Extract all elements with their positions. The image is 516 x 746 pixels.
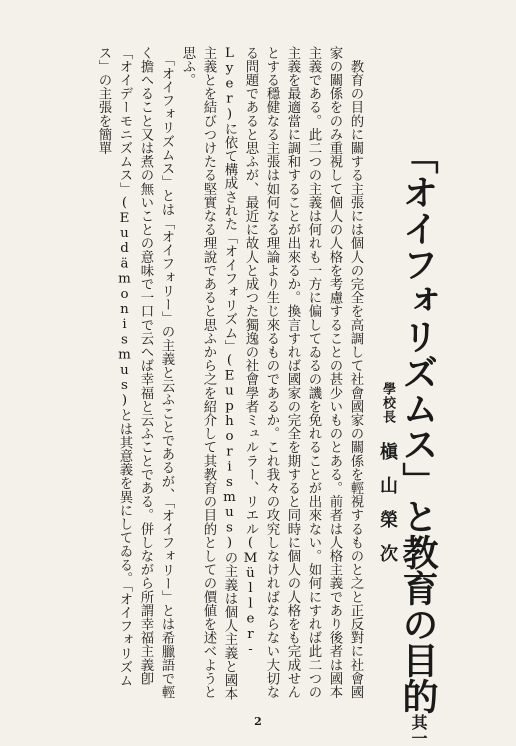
paragraph <box>93 46 177 701</box>
page-number: 2 <box>254 715 262 728</box>
paragraph-text: 「オイフォリズムス」とは「オイフォリー」の主義と云ふことであるが、「オイフォリー」とは希臘語で輕く擔へること又は煮の無いことの意味で一口で云へば幸福と云ふことである。併しながら所謂幸福主義卽「オイデーモニズムス」(Eudämonismus)とは其意義を異にしてゐる。「オイフォリズムス」の主張を簡單 <box>96 46 174 700</box>
article-title-suffix: 其一 <box>409 714 428 746</box>
article-title <box>397 138 439 746</box>
paragraph <box>177 46 366 701</box>
article-title-text: 「オイフォリズムス」と教育の目的 <box>397 138 439 714</box>
author-byline <box>376 382 398 682</box>
author-role: 學校長 <box>380 382 395 424</box>
body-text <box>26 46 366 701</box>
author-name: 槇山榮次 <box>377 442 398 578</box>
paragraph-text: 教育の目的に關する主張には個人の完全を高調して社會國家の關係を輕視するものと之と正反對に社會國家の關係をのみ重視して個人の人格を考慮することの甚少いものとある。前者は人格主義であり後者は國本主義である。此二つの主義は何れも一方に偏してゐるの譏を免れることが出來ない。如何にすれば此二つの主義を最適當に調和することが出來るか。換言すれば國家の完全を期すると同時に個人の人格をも完成せんとする穩健なる主張は如何なる理論より生じ來るものであるか。これ我々の攻究しなければならない大切なる問題であると思ふが、最近に故人と成つた獨逸の社會學者ミュルラー、リエル(Müller-Lyer)に依て構成された「オイフォリズム」(Euphorismus)の主義は個人主義と國本主義とを結びつけたる堅實なる理說であると思ふから之を紹介して其教育の目的としての價値を述べようと思ふ。 <box>180 46 363 701</box>
